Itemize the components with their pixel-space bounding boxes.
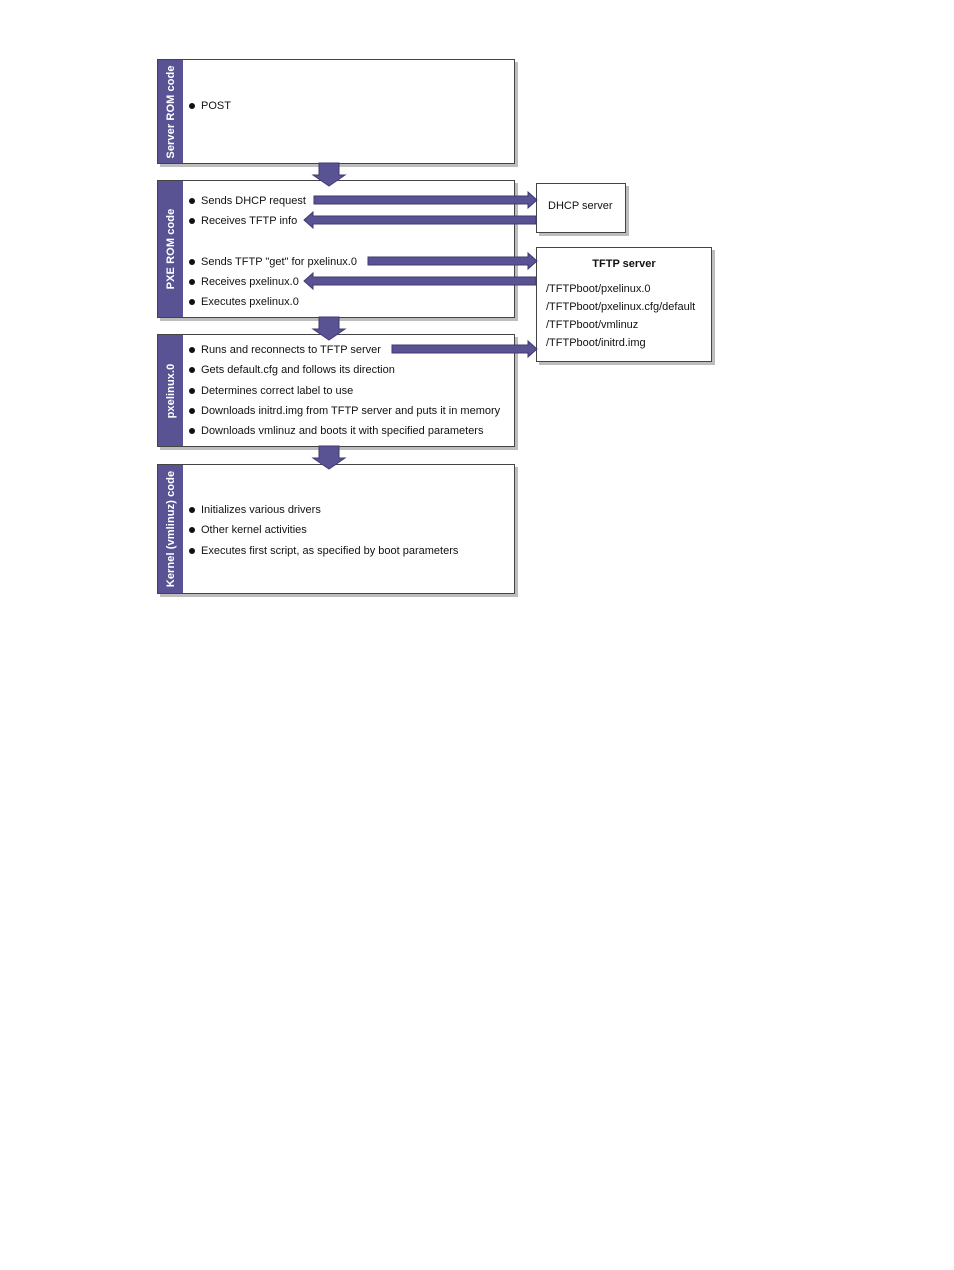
- list-item: [189, 99, 231, 113]
- tftp-server-title: TFTP server: [592, 258, 656, 270]
- tftp-file-item: /TFTPboot/vmlinuz: [546, 319, 639, 331]
- bullet-icon: [189, 218, 195, 224]
- list-item-text: Initializes various drivers: [201, 504, 321, 516]
- list-item-text: Other kernel activities: [201, 524, 307, 536]
- list-item: [189, 194, 306, 208]
- list-item-text: Sends DHCP request: [201, 195, 306, 207]
- stage-pxelinux-label-text: pxelinux.0: [164, 363, 177, 418]
- list-item: [189, 255, 357, 269]
- list-item-text: Determines correct label to use: [201, 385, 354, 397]
- list-item: [189, 544, 458, 558]
- list-item-text: Receives pxelinux.0: [201, 276, 299, 288]
- list-item: [189, 363, 395, 377]
- list-item-text: Runs and reconnects to TFTP server: [201, 344, 381, 356]
- list-item-text: Downloads vmlinuz and boots it with specified parameters: [201, 425, 484, 437]
- list-item-text: Sends TFTP "get" for pxelinux.0: [201, 256, 357, 268]
- stage-pxe-rom-label-text: PXE ROM code: [164, 208, 177, 290]
- list-item: [189, 384, 353, 398]
- stage-pxelinux: [157, 334, 515, 447]
- bullet-icon: [189, 548, 195, 554]
- tftp-server-box: [536, 247, 712, 362]
- bullet-icon: [189, 103, 195, 109]
- stage-pxelinux-label: [158, 335, 183, 446]
- list-item: [189, 404, 500, 418]
- list-item: [189, 295, 299, 309]
- tftp-file-item: /TFTPboot/pxelinux.cfg/default: [546, 301, 696, 313]
- bullet-icon: [189, 408, 195, 414]
- list-item: [189, 343, 381, 357]
- stage-kernel-label-text: Kernel (vmlinuz) code: [164, 470, 177, 588]
- stage-pxe-rom: [157, 180, 515, 318]
- tftp-file-item: /TFTPboot/pxelinux.0: [546, 283, 651, 295]
- stage-kernel: [157, 464, 515, 594]
- list-item-text: Executes pxelinux.0: [201, 296, 299, 308]
- stage-pxe-rom-label: [158, 181, 183, 317]
- bullet-icon: [189, 279, 195, 285]
- bullet-icon: [189, 367, 195, 373]
- list-item-text: Gets default.cfg and follows its direction: [201, 364, 395, 376]
- list-item-text: Receives TFTP info: [201, 215, 298, 227]
- list-item: [189, 523, 307, 537]
- list-item: [189, 424, 483, 438]
- tftp-file-list: [546, 280, 695, 352]
- bullet-icon: [189, 507, 195, 513]
- dhcp-server-box: [536, 183, 626, 233]
- bullet-icon: [189, 259, 195, 265]
- tftp-file-item: /TFTPboot/initrd.img: [546, 337, 646, 349]
- bullet-icon: [189, 388, 195, 394]
- bullet-icon: [189, 347, 195, 353]
- list-item-text: Downloads initrd.img from TFTP server and puts it in memory: [201, 405, 501, 417]
- list-item-text: POST: [201, 100, 231, 112]
- stage-kernel-label: [158, 465, 183, 593]
- list-item: [189, 503, 321, 517]
- list-item: [189, 214, 297, 228]
- list-item: [189, 275, 299, 289]
- stage-server-rom-label: [158, 60, 183, 163]
- bullet-icon: [189, 428, 195, 434]
- stage-server-rom-label-text: Server ROM code: [164, 64, 177, 159]
- bullet-icon: [189, 527, 195, 533]
- list-item-text: Executes first script, as specified by boot parameters: [201, 545, 459, 557]
- dhcp-server-label: DHCP server: [548, 200, 613, 212]
- bullet-icon: [189, 299, 195, 305]
- stage-server-rom: [157, 59, 515, 164]
- bullet-icon: [189, 198, 195, 204]
